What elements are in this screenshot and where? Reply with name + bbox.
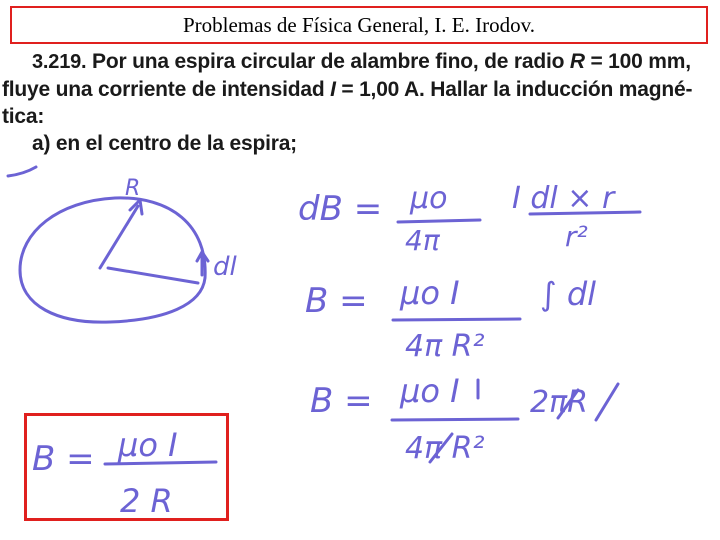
result-num: μo I [118, 426, 178, 464]
dl-label: dl [213, 252, 237, 282]
eq1-lhs: dB = [298, 189, 383, 229]
result-lhs: B = [32, 439, 95, 479]
eq2-lhs: B = [305, 281, 368, 321]
eq3-lhs: B = [310, 381, 373, 421]
equation-substitution [310, 372, 618, 466]
radius-label: R [125, 176, 141, 201]
result-highlight-box [24, 413, 229, 521]
radius-line-2 [108, 268, 198, 283]
problem-text-2: fluye una corriente de intensidad [2, 78, 331, 101]
equation-integral [305, 274, 596, 364]
problem-text-1: Por una espira circular de alambre fino, de radio [86, 50, 570, 73]
eq2-num: μo I [400, 274, 460, 312]
eq2-fraction-bar [393, 319, 520, 320]
eq1-fraction-bar-right [530, 212, 640, 214]
eq2-integral: ∫ dl [540, 275, 597, 313]
eq3-num: μo I [400, 372, 460, 410]
eq3-factor: 2πR [530, 385, 588, 420]
problem-number: 3.219. [32, 51, 87, 73]
eq1-den-right: r² [565, 220, 588, 253]
equation-biot-savart [298, 181, 640, 257]
result-den: 2 R [120, 482, 173, 520]
eq1-num-right: I dl × r [512, 181, 615, 216]
problem-part-a: a) en el centro de la espira; [32, 132, 297, 155]
cancel-mark-2 [596, 384, 618, 420]
stray-mark [8, 167, 36, 176]
circular-loop [20, 198, 205, 322]
current-variable: I [330, 78, 336, 101]
loop-diagram [20, 176, 238, 322]
radius-variable: R [569, 50, 585, 73]
eq1-fraction-bar-left [398, 220, 480, 222]
problem-line-3: tica: [2, 105, 45, 128]
radius-equation: = 100 mm, [584, 50, 691, 73]
eq3-den: 4π R² [405, 431, 485, 466]
eq1-den-left: 4π [405, 224, 440, 257]
current-equation: = 1,00 A. Hallar la inducción magné- [335, 78, 693, 101]
eq3-fraction-bar [392, 419, 518, 420]
eq1-num-left: μo [410, 181, 448, 216]
radius-line [100, 206, 138, 268]
eq2-den: 4π R² [405, 329, 485, 364]
page-title-text: Problemas de Física General, I. E. Irodov. [182, 12, 536, 37]
